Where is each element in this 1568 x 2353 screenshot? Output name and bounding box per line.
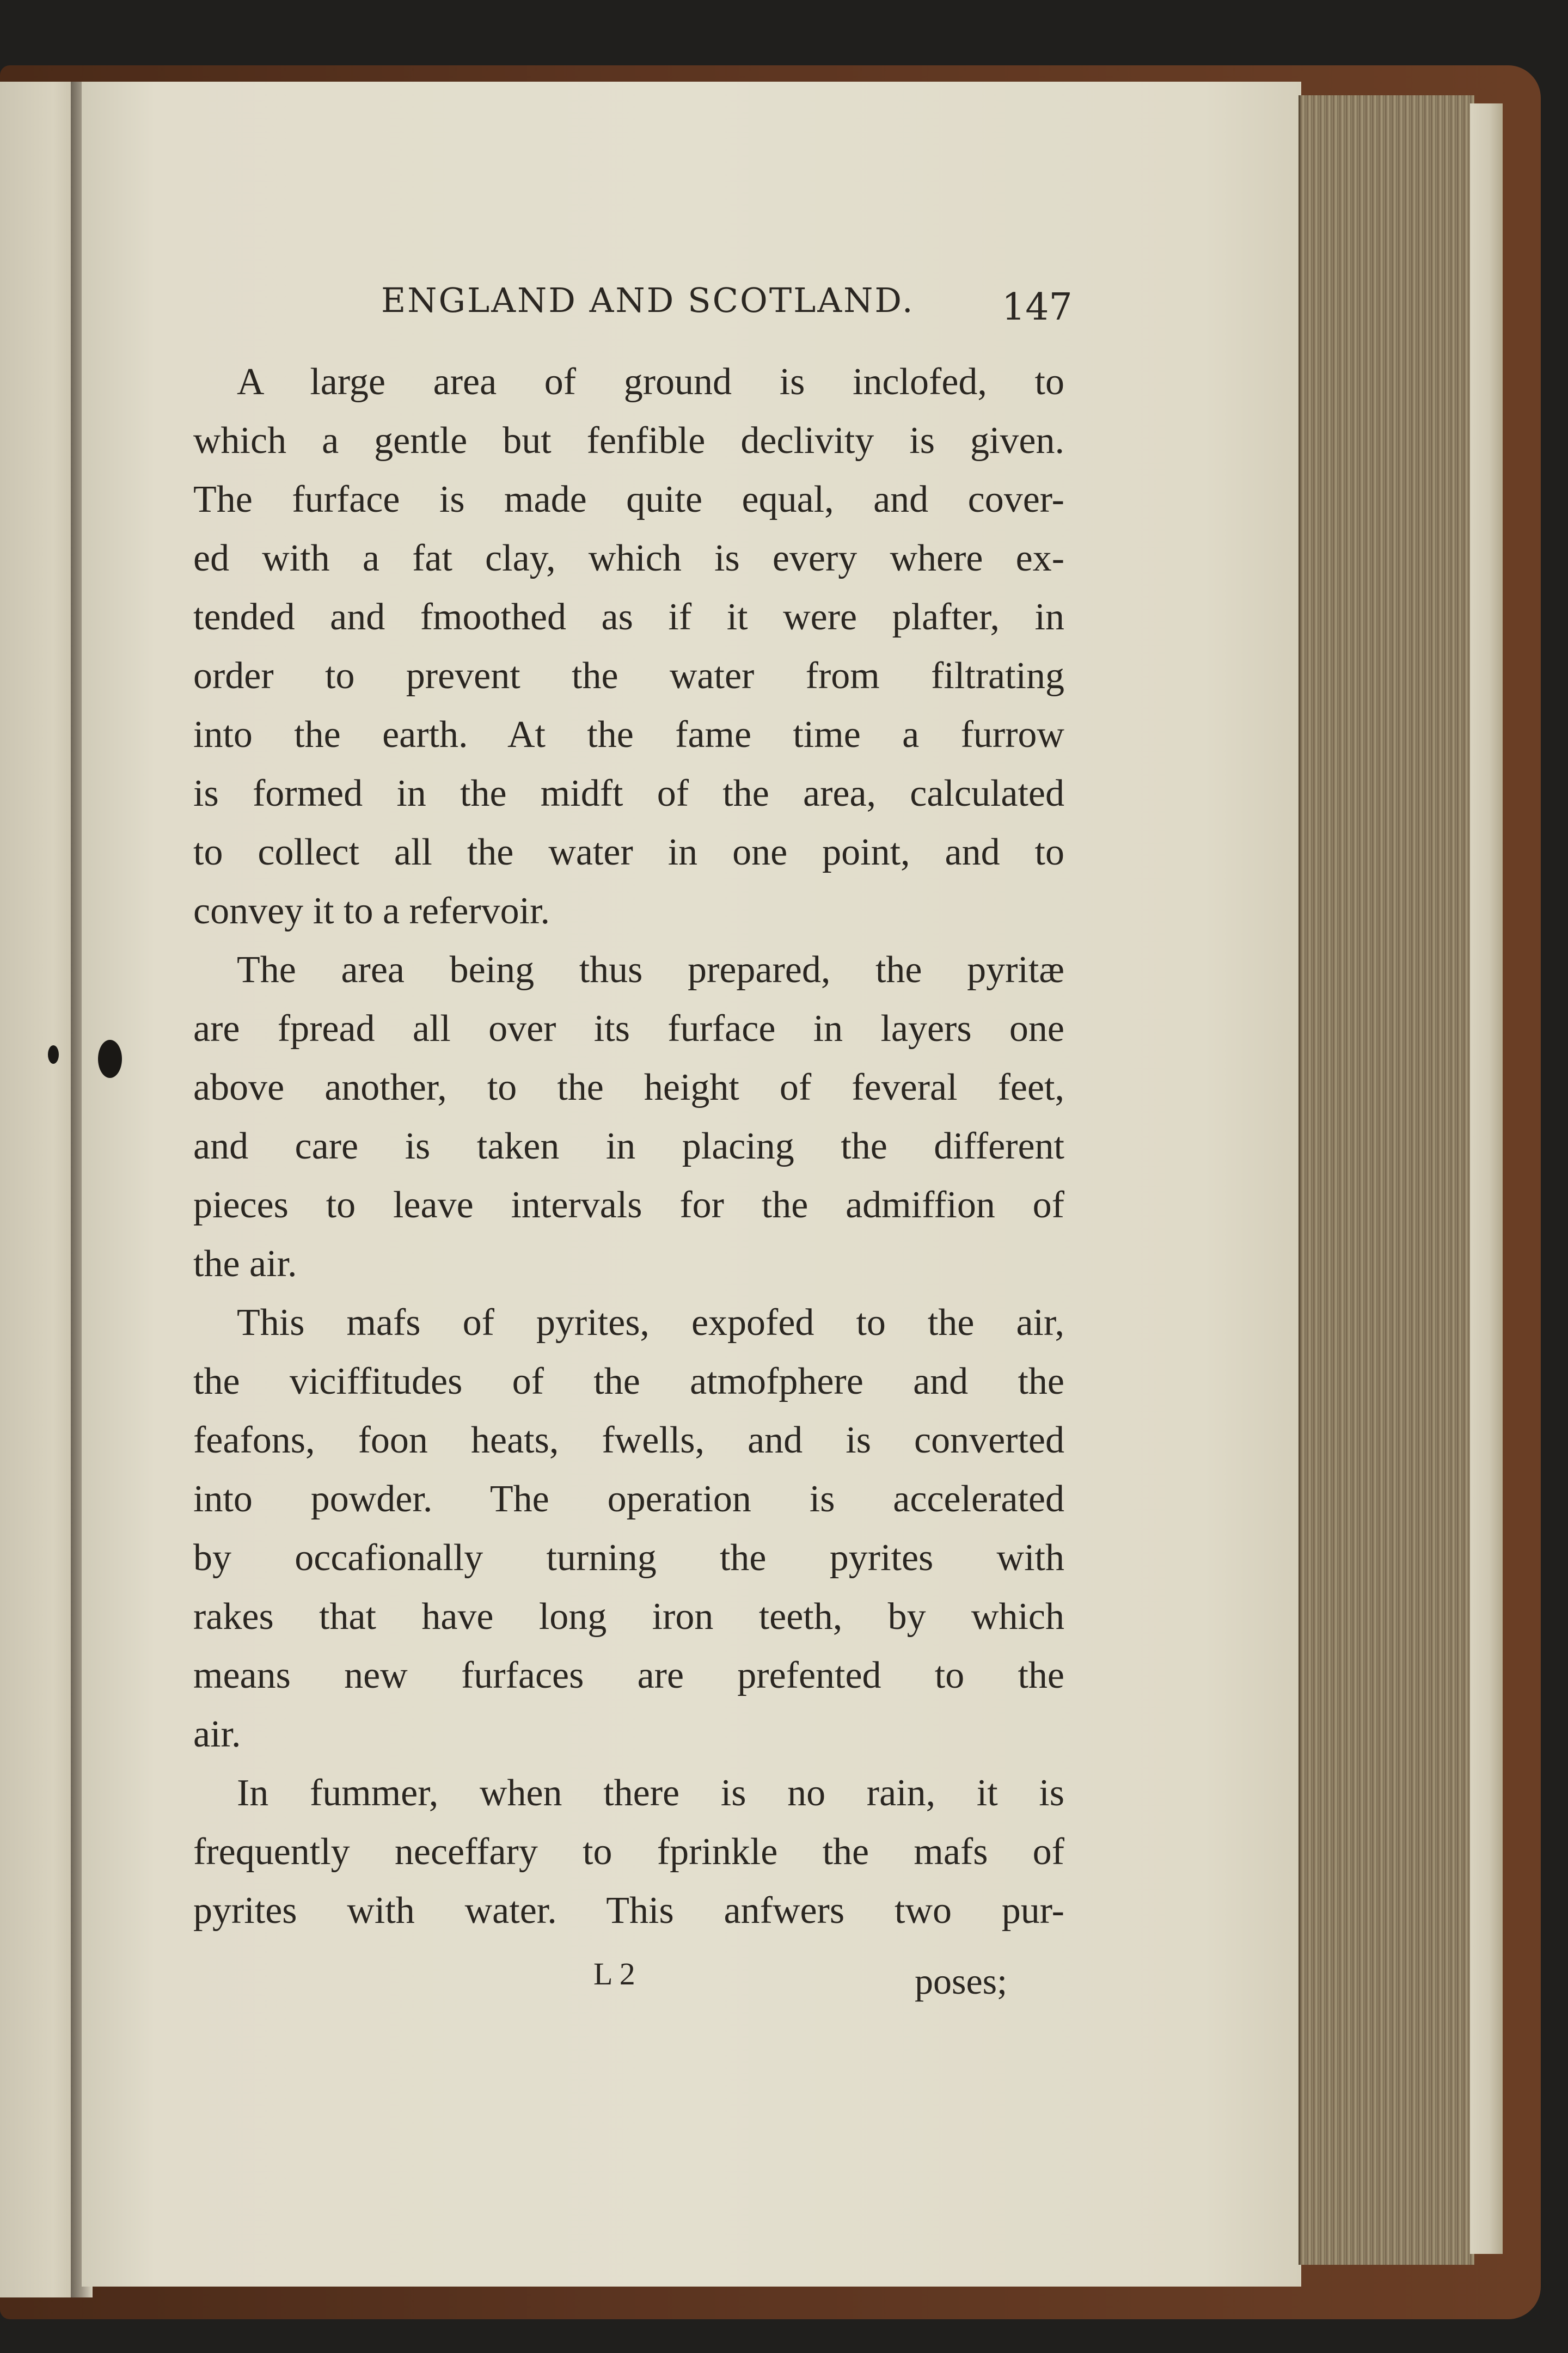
ink-mark — [98, 1040, 122, 1078]
text-line: rakes that have long iron teeth, by which — [193, 1596, 1064, 1638]
text-line: to collect all the water in one point, and to — [193, 831, 1064, 873]
text-line: This mafs of pyrites, expofed to the air, — [237, 1302, 1064, 1344]
text-line: by occafionally turning the pyrites with — [193, 1537, 1064, 1579]
text-line: is formed in the midft of the area, calculated — [193, 773, 1064, 814]
paragraph — [193, 353, 1064, 941]
text-line: pyrites with water. This anfwers two pur- — [193, 1890, 1064, 1932]
left-facing-page — [0, 82, 76, 2297]
text-line: pieces to leave intervals for the admiffion of — [193, 1184, 1064, 1226]
text-line: the air. — [193, 1243, 297, 1285]
text-line: means new furfaces are prefented to the — [193, 1655, 1064, 1696]
paragraph — [193, 941, 1064, 1294]
page-fore-edge-outer — [1470, 103, 1503, 2254]
text-line: and care is taken in placing the different — [193, 1125, 1064, 1167]
text-line: the viciffitudes of the atmofphere and the — [193, 1361, 1064, 1402]
paragraph — [193, 1294, 1064, 1764]
text-line: frequently neceffary to fprinkle the mafs of — [193, 1831, 1064, 1873]
running-head: ENGLAND AND SCOTLAND. — [381, 280, 915, 320]
text-line: order to prevent the water from filtrating — [193, 655, 1064, 697]
text-line: ed with a fat clay, which is every where ex- — [193, 537, 1064, 579]
text-line: above another, to the height of feveral feet, — [193, 1067, 1064, 1108]
page-fore-edge — [1298, 95, 1474, 2265]
signature-mark: L 2 — [593, 1956, 635, 1992]
text-line: convey it to a refervoir. — [193, 890, 550, 932]
text-line: are fpread all over its furface in layers one — [193, 1008, 1064, 1050]
text-line: which a gentle but fenfible declivity is given. — [193, 420, 1064, 462]
text-line: air. — [193, 1713, 241, 1755]
catchword: poses; — [915, 1960, 1007, 2002]
text-line: The area being thus prepared, the pyritæ — [237, 949, 1064, 991]
text-line: into powder. The operation is accelerated — [193, 1478, 1064, 1520]
text-line: feafons, foon heats, fwells, and is converted — [193, 1419, 1064, 1461]
body-text — [193, 353, 1064, 1940]
text-line: tended and fmoothed as if it were plafter, in — [193, 596, 1064, 638]
text-line: into the earth. At the fame time a furrow — [193, 714, 1064, 756]
page-number: 147 — [1002, 286, 1073, 329]
text-line: In fummer, when there is no rain, it is — [237, 1772, 1064, 1814]
paragraph — [193, 1764, 1064, 1940]
text-line: A large area of ground is inclofed, to — [237, 361, 1064, 403]
text-line: The furface is made quite equal, and cover- — [193, 479, 1064, 520]
ink-mark — [48, 1045, 59, 1064]
